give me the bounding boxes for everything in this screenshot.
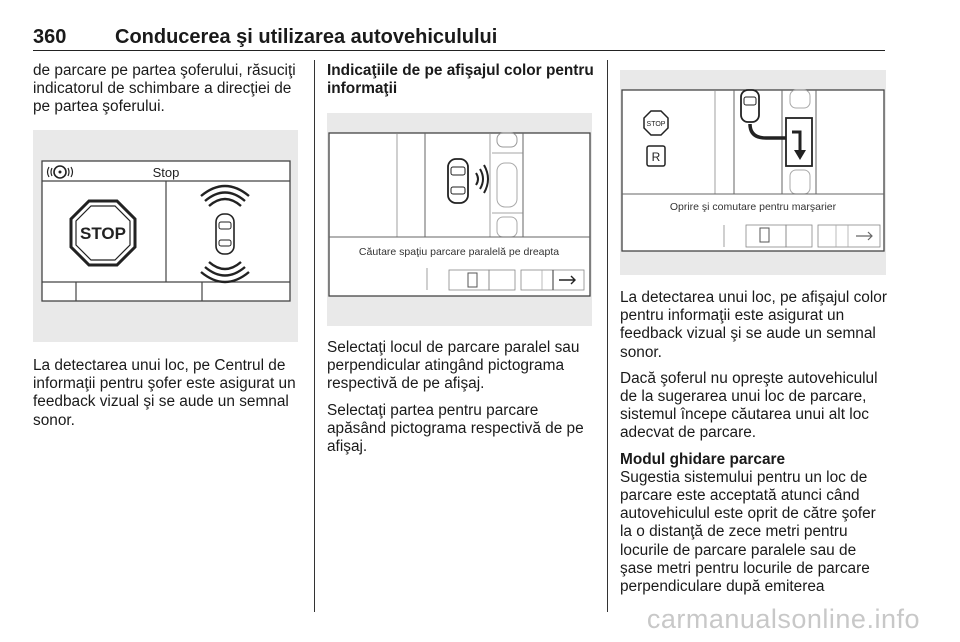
display-caption: Oprire şi comutare pentru marşarier xyxy=(669,201,837,213)
svg-text:STOP: STOP xyxy=(646,121,666,128)
col3-heading: Modul ghidare parcare xyxy=(620,450,786,468)
column-divider xyxy=(314,60,315,612)
page-header xyxy=(33,22,885,51)
col1-text-bottom: La detectarea unui loc, pe Centrul de informaţii pentru şofer este asigurat un feedback vizual şi se aude un semnal sonor. xyxy=(33,357,296,429)
svg-text:STOP: STOP xyxy=(80,224,126,243)
col2-heading: Indicaţiile de pe afişajul color pentru informaţii xyxy=(327,62,594,98)
running-title: Conducerea şi utilizarea autovehiculului xyxy=(115,26,498,48)
column-1 xyxy=(33,62,301,125)
col3-para-1: La detectarea unui loc, pe afişajul color pentru informaţii este asigurat un feedback vizual şi se aude un semnal sonor. xyxy=(620,289,887,361)
column-2 xyxy=(327,62,595,98)
column-divider xyxy=(607,60,608,612)
stop-reverse-illustration xyxy=(620,70,886,275)
car-icon xyxy=(448,159,468,203)
col1-text-top: de parcare pe partea şoferului, răsuciţi indicatorul de schimbare a direcţiei de pe partea şoferului. xyxy=(33,62,296,116)
col2-para-1: Selectaţi locul de parcare paralel sau perpendicular atingând pictograma respectivă de pe afişaj. xyxy=(327,339,580,393)
svg-text:R: R xyxy=(651,150,661,164)
display-caption: Căutare spaţiu parcare paralelă pe dreapta xyxy=(358,246,560,258)
dic-title: Stop xyxy=(152,165,180,180)
watermark: carmanualsonline.info xyxy=(646,604,920,634)
dic-display-illustration xyxy=(33,130,298,342)
parallel-search-illustration xyxy=(327,113,592,326)
color-info-display-figure xyxy=(327,113,592,326)
col2-para-2: Selectaţi partea pentru parcare apăsând pictograma respectivă de pe afişaj. xyxy=(327,401,584,456)
column-2-bottom xyxy=(327,339,595,464)
column-1-bottom xyxy=(33,357,301,438)
col3-para-3: Sugestia sistemului pentru un loc de parcare este acceptată atunci când autovehiculul este oprit de către şofer la o distanţă de zece metri pentru locurile de parcare paralele sau de şase metri pentru locurile de parcare perpendiculare după emiterea xyxy=(620,468,876,596)
dic-parking-figure xyxy=(33,130,298,342)
page-number: 360 xyxy=(33,26,67,48)
stop-reverse-figure xyxy=(620,70,886,275)
car-icon xyxy=(741,90,759,122)
col3-para-2: Dacă şoferul nu opreşte autovehiculul de la sugerarea unui loc de parcare, sistemul începe căutarea unui alt loc adecvat de parcare. xyxy=(620,369,878,442)
column-3 xyxy=(620,289,890,604)
